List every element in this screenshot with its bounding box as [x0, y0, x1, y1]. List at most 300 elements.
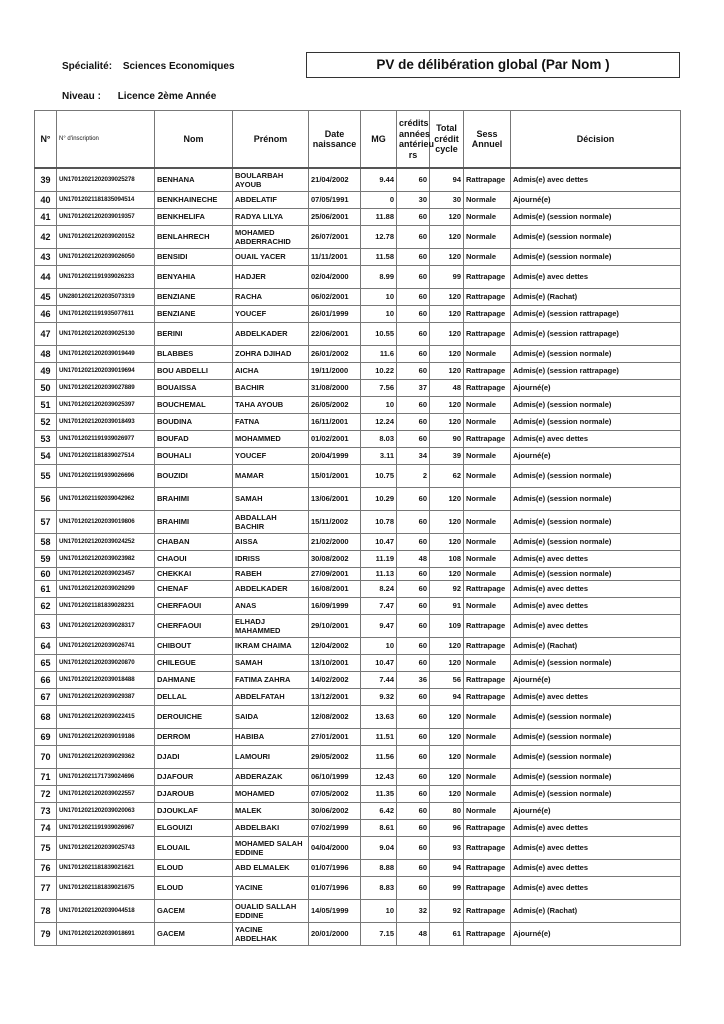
previous-credits-cell: 60 — [397, 614, 430, 637]
inscription-number-cell: UN17012021202039024252 — [57, 533, 155, 550]
total-credits-cell: 94 — [430, 688, 464, 705]
birth-date-cell: 12/04/2002 — [309, 637, 361, 654]
last-name-cell: ELGOUIZI — [155, 819, 233, 836]
average-grade-cell: 10.47 — [361, 654, 397, 671]
total-credits-cell: 120 — [430, 785, 464, 802]
previous-credits-cell: 60 — [397, 208, 430, 225]
first-name-cell: ABDELKADER — [233, 580, 309, 597]
average-grade-cell: 11.88 — [361, 208, 397, 225]
last-name-cell: BENLAHRECH — [155, 225, 233, 248]
inscription-number-cell: UN17012021202039019186 — [57, 728, 155, 745]
decision-cell: Admis(e) (session normale) — [511, 396, 681, 413]
inscription-number-cell: UN17012021202039023982 — [57, 550, 155, 567]
specialite-label: Spécialité: — [62, 61, 113, 72]
birth-date-cell: 04/04/2000 — [309, 836, 361, 859]
last-name-cell: CHAOUI — [155, 550, 233, 567]
inscription-number-cell: UN17012021202039044518 — [57, 899, 155, 922]
average-grade-cell: 13.63 — [361, 705, 397, 728]
first-name-cell: ABDELBAKI — [233, 819, 309, 836]
total-credits-cell: 92 — [430, 580, 464, 597]
inscription-number-cell: UN17012021202039022557 — [57, 785, 155, 802]
table-row — [35, 836, 681, 859]
previous-credits-cell: 32 — [397, 899, 430, 922]
specialite-value: Sciences Economiques — [122, 61, 235, 72]
total-credits-cell: 120 — [430, 345, 464, 362]
average-grade-cell: 10 — [361, 288, 397, 305]
decision-cell: Admis(e) (session normale) — [511, 728, 681, 745]
inscription-number-cell: UN17012021202039025743 — [57, 836, 155, 859]
previous-credits-cell: 60 — [397, 785, 430, 802]
table-row — [35, 580, 681, 597]
row-number-cell: 74 — [35, 819, 57, 836]
decision-cell: Admis(e) avec dettes — [511, 876, 681, 899]
birth-date-cell: 20/04/1999 — [309, 447, 361, 464]
inscription-number-cell: UN17012021202039018691 — [57, 922, 155, 945]
table-row — [35, 345, 681, 362]
average-grade-cell: 7.15 — [361, 922, 397, 945]
session-cell: Rattrapage — [464, 265, 511, 288]
first-name-cell: LAMOURI — [233, 745, 309, 768]
inscription-number-cell: UN17012021181839028231 — [57, 597, 155, 614]
row-number-cell: 63 — [35, 614, 57, 637]
table-row — [35, 430, 681, 447]
row-number-cell: 41 — [35, 208, 57, 225]
previous-credits-cell: 60 — [397, 819, 430, 836]
total-credits-cell: 56 — [430, 671, 464, 688]
inscription-number-cell: UN17012021202039019449 — [57, 345, 155, 362]
decision-cell: Admis(e) (session normale) — [511, 464, 681, 487]
previous-credits-cell: 60 — [397, 413, 430, 430]
total-credits-cell: 120 — [430, 305, 464, 322]
average-grade-cell: 10 — [361, 637, 397, 654]
birth-date-cell: 01/02/2001 — [309, 430, 361, 447]
total-credits-cell: 120 — [430, 510, 464, 533]
previous-credits-cell: 48 — [397, 550, 430, 567]
first-name-cell: SAMAH — [233, 654, 309, 671]
average-grade-cell: 7.44 — [361, 671, 397, 688]
previous-credits-cell: 60 — [397, 510, 430, 533]
first-name-cell: BOULARBAH AYOUB — [233, 168, 309, 191]
previous-credits-cell: 60 — [397, 288, 430, 305]
decision-cell: Admis(e) avec dettes — [511, 819, 681, 836]
table-row — [35, 688, 681, 705]
average-grade-cell: 8.03 — [361, 430, 397, 447]
previous-credits-cell: 60 — [397, 688, 430, 705]
previous-credits-cell: 60 — [397, 745, 430, 768]
first-name-cell: BACHIR — [233, 379, 309, 396]
inscription-number-cell: UN17012021202039020870 — [57, 654, 155, 671]
session-cell: Normale — [464, 705, 511, 728]
row-number-cell: 52 — [35, 413, 57, 430]
birth-date-cell: 30/06/2002 — [309, 802, 361, 819]
decision-cell: Ajourné(e) — [511, 671, 681, 688]
last-name-cell: DERROM — [155, 728, 233, 745]
previous-credits-cell: 60 — [397, 487, 430, 510]
document-title: PV de délibération global (Par Nom ) — [306, 52, 680, 78]
birth-date-cell: 26/07/2001 — [309, 225, 361, 248]
previous-credits-cell: 60 — [397, 322, 430, 345]
average-grade-cell: 11.35 — [361, 785, 397, 802]
first-name-cell: IKRAM CHAIMA — [233, 637, 309, 654]
row-number-cell: 64 — [35, 637, 57, 654]
decision-cell: Ajourné(e) — [511, 922, 681, 945]
total-credits-cell: 92 — [430, 899, 464, 922]
birth-date-cell: 11/11/2001 — [309, 248, 361, 265]
total-credits-cell: 120 — [430, 705, 464, 728]
inscription-number-cell: UN17012021202039029387 — [57, 688, 155, 705]
row-number-cell: 55 — [35, 464, 57, 487]
last-name-cell: BERINI — [155, 322, 233, 345]
average-grade-cell: 10.22 — [361, 362, 397, 379]
table-row — [35, 768, 681, 785]
average-grade-cell: 10.75 — [361, 464, 397, 487]
decision-cell: Admis(e) avec dettes — [511, 688, 681, 705]
decision-cell: Admis(e) (session normale) — [511, 705, 681, 728]
row-number-cell: 47 — [35, 322, 57, 345]
first-name-cell: MAMAR — [233, 464, 309, 487]
total-credits-cell: 91 — [430, 597, 464, 614]
first-name-cell: OUAIL YACER — [233, 248, 309, 265]
average-grade-cell: 10 — [361, 396, 397, 413]
row-number-cell: 45 — [35, 288, 57, 305]
first-name-cell: RADYA LILYA — [233, 208, 309, 225]
total-credits-cell: 30 — [430, 191, 464, 208]
birth-date-cell: 21/04/2002 — [309, 168, 361, 191]
decision-cell: Admis(e) (Rachat) — [511, 288, 681, 305]
row-number-cell: 69 — [35, 728, 57, 745]
previous-credits-cell: 60 — [397, 705, 430, 728]
total-credits-cell: 99 — [430, 876, 464, 899]
first-name-cell: HABIBA — [233, 728, 309, 745]
inscription-number-cell: UN17012021202039025397 — [57, 396, 155, 413]
session-cell: Normale — [464, 191, 511, 208]
inscription-number-cell: UN17012021192039042962 — [57, 487, 155, 510]
last-name-cell: ELOUAIL — [155, 836, 233, 859]
table-row — [35, 168, 681, 191]
session-cell: Normale — [464, 225, 511, 248]
average-grade-cell: 11.56 — [361, 745, 397, 768]
decision-cell: Admis(e) avec dettes — [511, 550, 681, 567]
table-row — [35, 322, 681, 345]
total-credits-cell: 120 — [430, 248, 464, 265]
average-grade-cell: 8.24 — [361, 580, 397, 597]
birth-date-cell: 30/08/2002 — [309, 550, 361, 567]
inscription-number-cell: UN17012021202039022415 — [57, 705, 155, 728]
session-cell: Normale — [464, 785, 511, 802]
inscription-number-cell: UN17012021202039025130 — [57, 322, 155, 345]
table-row — [35, 705, 681, 728]
first-name-cell: AICHA — [233, 362, 309, 379]
decision-cell: Admis(e) (session normale) — [511, 768, 681, 785]
birth-date-cell: 31/08/2000 — [309, 379, 361, 396]
decision-cell: Admis(e) (session normale) — [511, 413, 681, 430]
birth-date-cell: 26/01/2002 — [309, 345, 361, 362]
first-name-cell: MOHAMED ABDERRACHID — [233, 225, 309, 248]
session-cell: Rattrapage — [464, 322, 511, 345]
first-name-cell: YOUCEF — [233, 447, 309, 464]
decision-cell: Admis(e) (session normale) — [511, 510, 681, 533]
first-name-cell: IDRISS — [233, 550, 309, 567]
decision-cell: Admis(e) (session normale) — [511, 654, 681, 671]
first-name-cell: YOUCEF — [233, 305, 309, 322]
table-row — [35, 550, 681, 567]
average-grade-cell: 10.29 — [361, 487, 397, 510]
table-row — [35, 899, 681, 922]
first-name-cell: SAMAH — [233, 487, 309, 510]
previous-credits-cell: 2 — [397, 464, 430, 487]
session-cell: Rattrapage — [464, 288, 511, 305]
previous-credits-cell: 60 — [397, 567, 430, 580]
birth-date-cell: 07/05/2002 — [309, 785, 361, 802]
col-header-date: Date naissance — [309, 111, 361, 169]
session-cell: Normale — [464, 487, 511, 510]
session-cell: Rattrapage — [464, 430, 511, 447]
row-number-cell: 70 — [35, 745, 57, 768]
last-name-cell: DEROUICHE — [155, 705, 233, 728]
birth-date-cell: 21/02/2000 — [309, 533, 361, 550]
average-grade-cell: 7.56 — [361, 379, 397, 396]
total-credits-cell: 120 — [430, 413, 464, 430]
total-credits-cell: 48 — [430, 379, 464, 396]
total-credits-cell: 120 — [430, 208, 464, 225]
total-credits-cell: 108 — [430, 550, 464, 567]
decision-cell: Admis(e) (session normale) — [511, 567, 681, 580]
table-row — [35, 464, 681, 487]
last-name-cell: DAHMANE — [155, 671, 233, 688]
row-number-cell: 46 — [35, 305, 57, 322]
previous-credits-cell: 60 — [397, 728, 430, 745]
table-row — [35, 413, 681, 430]
session-cell: Normale — [464, 768, 511, 785]
row-number-cell: 40 — [35, 191, 57, 208]
row-number-cell: 66 — [35, 671, 57, 688]
total-credits-cell: 94 — [430, 859, 464, 876]
row-number-cell: 44 — [35, 265, 57, 288]
birth-date-cell: 26/05/2002 — [309, 396, 361, 413]
total-credits-cell: 62 — [430, 464, 464, 487]
last-name-cell: BOUCHEMAL — [155, 396, 233, 413]
decision-cell: Admis(e) (session normale) — [511, 225, 681, 248]
birth-date-cell: 22/06/2001 — [309, 322, 361, 345]
first-name-cell: ABD ELMALEK — [233, 859, 309, 876]
average-grade-cell: 10 — [361, 899, 397, 922]
first-name-cell: OUALID SALLAH EDDINE — [233, 899, 309, 922]
birth-date-cell: 01/07/1996 — [309, 859, 361, 876]
birth-date-cell: 07/05/1991 — [309, 191, 361, 208]
decision-cell: Admis(e) (session normale) — [511, 785, 681, 802]
table-row — [35, 191, 681, 208]
inscription-number-cell: UN17012021202039018488 — [57, 671, 155, 688]
previous-credits-cell: 60 — [397, 876, 430, 899]
inscription-number-cell: UN17012021181839027514 — [57, 447, 155, 464]
session-cell: Normale — [464, 464, 511, 487]
previous-credits-cell: 60 — [397, 859, 430, 876]
last-name-cell: BENYAHIA — [155, 265, 233, 288]
table-row — [35, 654, 681, 671]
previous-credits-cell: 60 — [397, 225, 430, 248]
birth-date-cell: 12/08/2002 — [309, 705, 361, 728]
first-name-cell: AISSA — [233, 533, 309, 550]
row-number-cell: 77 — [35, 876, 57, 899]
col-header-nom: Nom — [155, 111, 233, 169]
table-row — [35, 597, 681, 614]
birth-date-cell: 13/12/2001 — [309, 688, 361, 705]
birth-date-cell: 15/01/2001 — [309, 464, 361, 487]
previous-credits-cell: 60 — [397, 362, 430, 379]
last-name-cell: BENKHELIFA — [155, 208, 233, 225]
decision-cell: Ajourné(e) — [511, 191, 681, 208]
last-name-cell: BOUZIDI — [155, 464, 233, 487]
inscription-number-cell: UN17012021202039023457 — [57, 567, 155, 580]
total-credits-cell: 39 — [430, 447, 464, 464]
average-grade-cell: 8.88 — [361, 859, 397, 876]
previous-credits-cell: 60 — [397, 654, 430, 671]
previous-credits-cell: 60 — [397, 768, 430, 785]
birth-date-cell: 14/05/1999 — [309, 899, 361, 922]
birth-date-cell: 27/09/2001 — [309, 567, 361, 580]
row-number-cell: 68 — [35, 705, 57, 728]
birth-date-cell: 20/01/2000 — [309, 922, 361, 945]
previous-credits-cell: 60 — [397, 580, 430, 597]
decision-cell: Ajourné(e) — [511, 447, 681, 464]
total-credits-cell: 120 — [430, 288, 464, 305]
last-name-cell: ELOUD — [155, 859, 233, 876]
birth-date-cell: 29/05/2002 — [309, 745, 361, 768]
last-name-cell: DJOUKLAF — [155, 802, 233, 819]
session-cell: Normale — [464, 567, 511, 580]
decision-cell: Admis(e) (session rattrapage) — [511, 362, 681, 379]
first-name-cell: ABDELATIF — [233, 191, 309, 208]
previous-credits-cell: 60 — [397, 345, 430, 362]
birth-date-cell: 13/06/2001 — [309, 487, 361, 510]
col-header-sess: Sess Annuel — [464, 111, 511, 169]
birth-date-cell: 29/10/2001 — [309, 614, 361, 637]
total-credits-cell: 94 — [430, 168, 464, 191]
table-row — [35, 728, 681, 745]
session-cell: Normale — [464, 802, 511, 819]
last-name-cell: CHILEGUE — [155, 654, 233, 671]
average-grade-cell: 10 — [361, 305, 397, 322]
specialite — [62, 61, 235, 72]
last-name-cell: CHABAN — [155, 533, 233, 550]
inscription-number-cell: UN17012021202039019806 — [57, 510, 155, 533]
decision-cell: Admis(e) (session normale) — [511, 248, 681, 265]
decision-cell: Admis(e) avec dettes — [511, 168, 681, 191]
inscription-number-cell: UN17012021191935077611 — [57, 305, 155, 322]
inscription-number-cell: UN17012021181839021621 — [57, 859, 155, 876]
total-credits-cell: 96 — [430, 819, 464, 836]
first-name-cell: TAHA AYOUB — [233, 396, 309, 413]
decision-cell: Admis(e) avec dettes — [511, 265, 681, 288]
table-row — [35, 362, 681, 379]
table-row — [35, 265, 681, 288]
first-name-cell: FATNA — [233, 413, 309, 430]
decision-cell: Admis(e) (session normale) — [511, 487, 681, 510]
row-number-cell: 60 — [35, 567, 57, 580]
first-name-cell: ZOHRA DJIHAD — [233, 345, 309, 362]
row-number-cell: 58 — [35, 533, 57, 550]
average-grade-cell: 7.47 — [361, 597, 397, 614]
inscription-number-cell: UN17012021202039019357 — [57, 208, 155, 225]
session-cell: Rattrapage — [464, 688, 511, 705]
birth-date-cell: 06/10/1999 — [309, 768, 361, 785]
table-row — [35, 859, 681, 876]
row-number-cell: 59 — [35, 550, 57, 567]
table-row — [35, 248, 681, 265]
decision-cell: Admis(e) (Rachat) — [511, 899, 681, 922]
session-cell: Rattrapage — [464, 614, 511, 637]
last-name-cell: CHERFAOUI — [155, 597, 233, 614]
average-grade-cell: 11.19 — [361, 550, 397, 567]
table-row — [35, 819, 681, 836]
total-credits-cell: 120 — [430, 745, 464, 768]
col-header-total-credit: Total crédit cycle — [430, 111, 464, 169]
previous-credits-cell: 37 — [397, 379, 430, 396]
last-name-cell: BENHANA — [155, 168, 233, 191]
first-name-cell: ELHADJ MAHAMMED — [233, 614, 309, 637]
total-credits-cell: 120 — [430, 225, 464, 248]
decision-cell: Admis(e) (session normale) — [511, 533, 681, 550]
birth-date-cell: 07/02/1999 — [309, 819, 361, 836]
previous-credits-cell: 60 — [397, 637, 430, 654]
row-number-cell: 67 — [35, 688, 57, 705]
last-name-cell: BENSIDI — [155, 248, 233, 265]
average-grade-cell: 8.61 — [361, 819, 397, 836]
table-row — [35, 510, 681, 533]
previous-credits-cell: 60 — [397, 248, 430, 265]
inscription-number-cell: UN17012021202039027889 — [57, 379, 155, 396]
table-row — [35, 225, 681, 248]
first-name-cell: FATIMA ZAHRA — [233, 671, 309, 688]
table-row — [35, 671, 681, 688]
last-name-cell: BENKHAINECHE — [155, 191, 233, 208]
session-cell: Rattrapage — [464, 922, 511, 945]
last-name-cell: CHERFAOUI — [155, 614, 233, 637]
decision-cell: Ajourné(e) — [511, 379, 681, 396]
last-name-cell: CHENAF — [155, 580, 233, 597]
birth-date-cell: 16/09/1999 — [309, 597, 361, 614]
total-credits-cell: 99 — [430, 265, 464, 288]
table-row — [35, 614, 681, 637]
table-header-row — [35, 111, 681, 169]
inscription-number-cell: UN17012021202039026741 — [57, 637, 155, 654]
previous-credits-cell: 60 — [397, 597, 430, 614]
decision-cell: Admis(e) (session rattrapage) — [511, 322, 681, 345]
table-row — [35, 876, 681, 899]
decision-cell: Admis(e) avec dettes — [511, 614, 681, 637]
average-grade-cell: 12.43 — [361, 768, 397, 785]
session-cell: Rattrapage — [464, 305, 511, 322]
inscription-number-cell: UN17012021191939026696 — [57, 464, 155, 487]
last-name-cell: GACEM — [155, 922, 233, 945]
row-number-cell: 48 — [35, 345, 57, 362]
birth-date-cell: 16/11/2001 — [309, 413, 361, 430]
total-credits-cell: 109 — [430, 614, 464, 637]
row-number-cell: 39 — [35, 168, 57, 191]
row-number-cell: 50 — [35, 379, 57, 396]
average-grade-cell: 0 — [361, 191, 397, 208]
first-name-cell: ABDALLAH BACHIR — [233, 510, 309, 533]
niveau-value: Licence 2ème Année — [117, 91, 217, 102]
birth-date-cell: 26/01/1999 — [309, 305, 361, 322]
first-name-cell: ABDELFATAH — [233, 688, 309, 705]
session-cell: Normale — [464, 345, 511, 362]
inscription-number-cell: UN17012021191939026233 — [57, 265, 155, 288]
average-grade-cell: 11.58 — [361, 248, 397, 265]
session-cell: Rattrapage — [464, 168, 511, 191]
average-grade-cell: 11.6 — [361, 345, 397, 362]
row-number-cell: 75 — [35, 836, 57, 859]
